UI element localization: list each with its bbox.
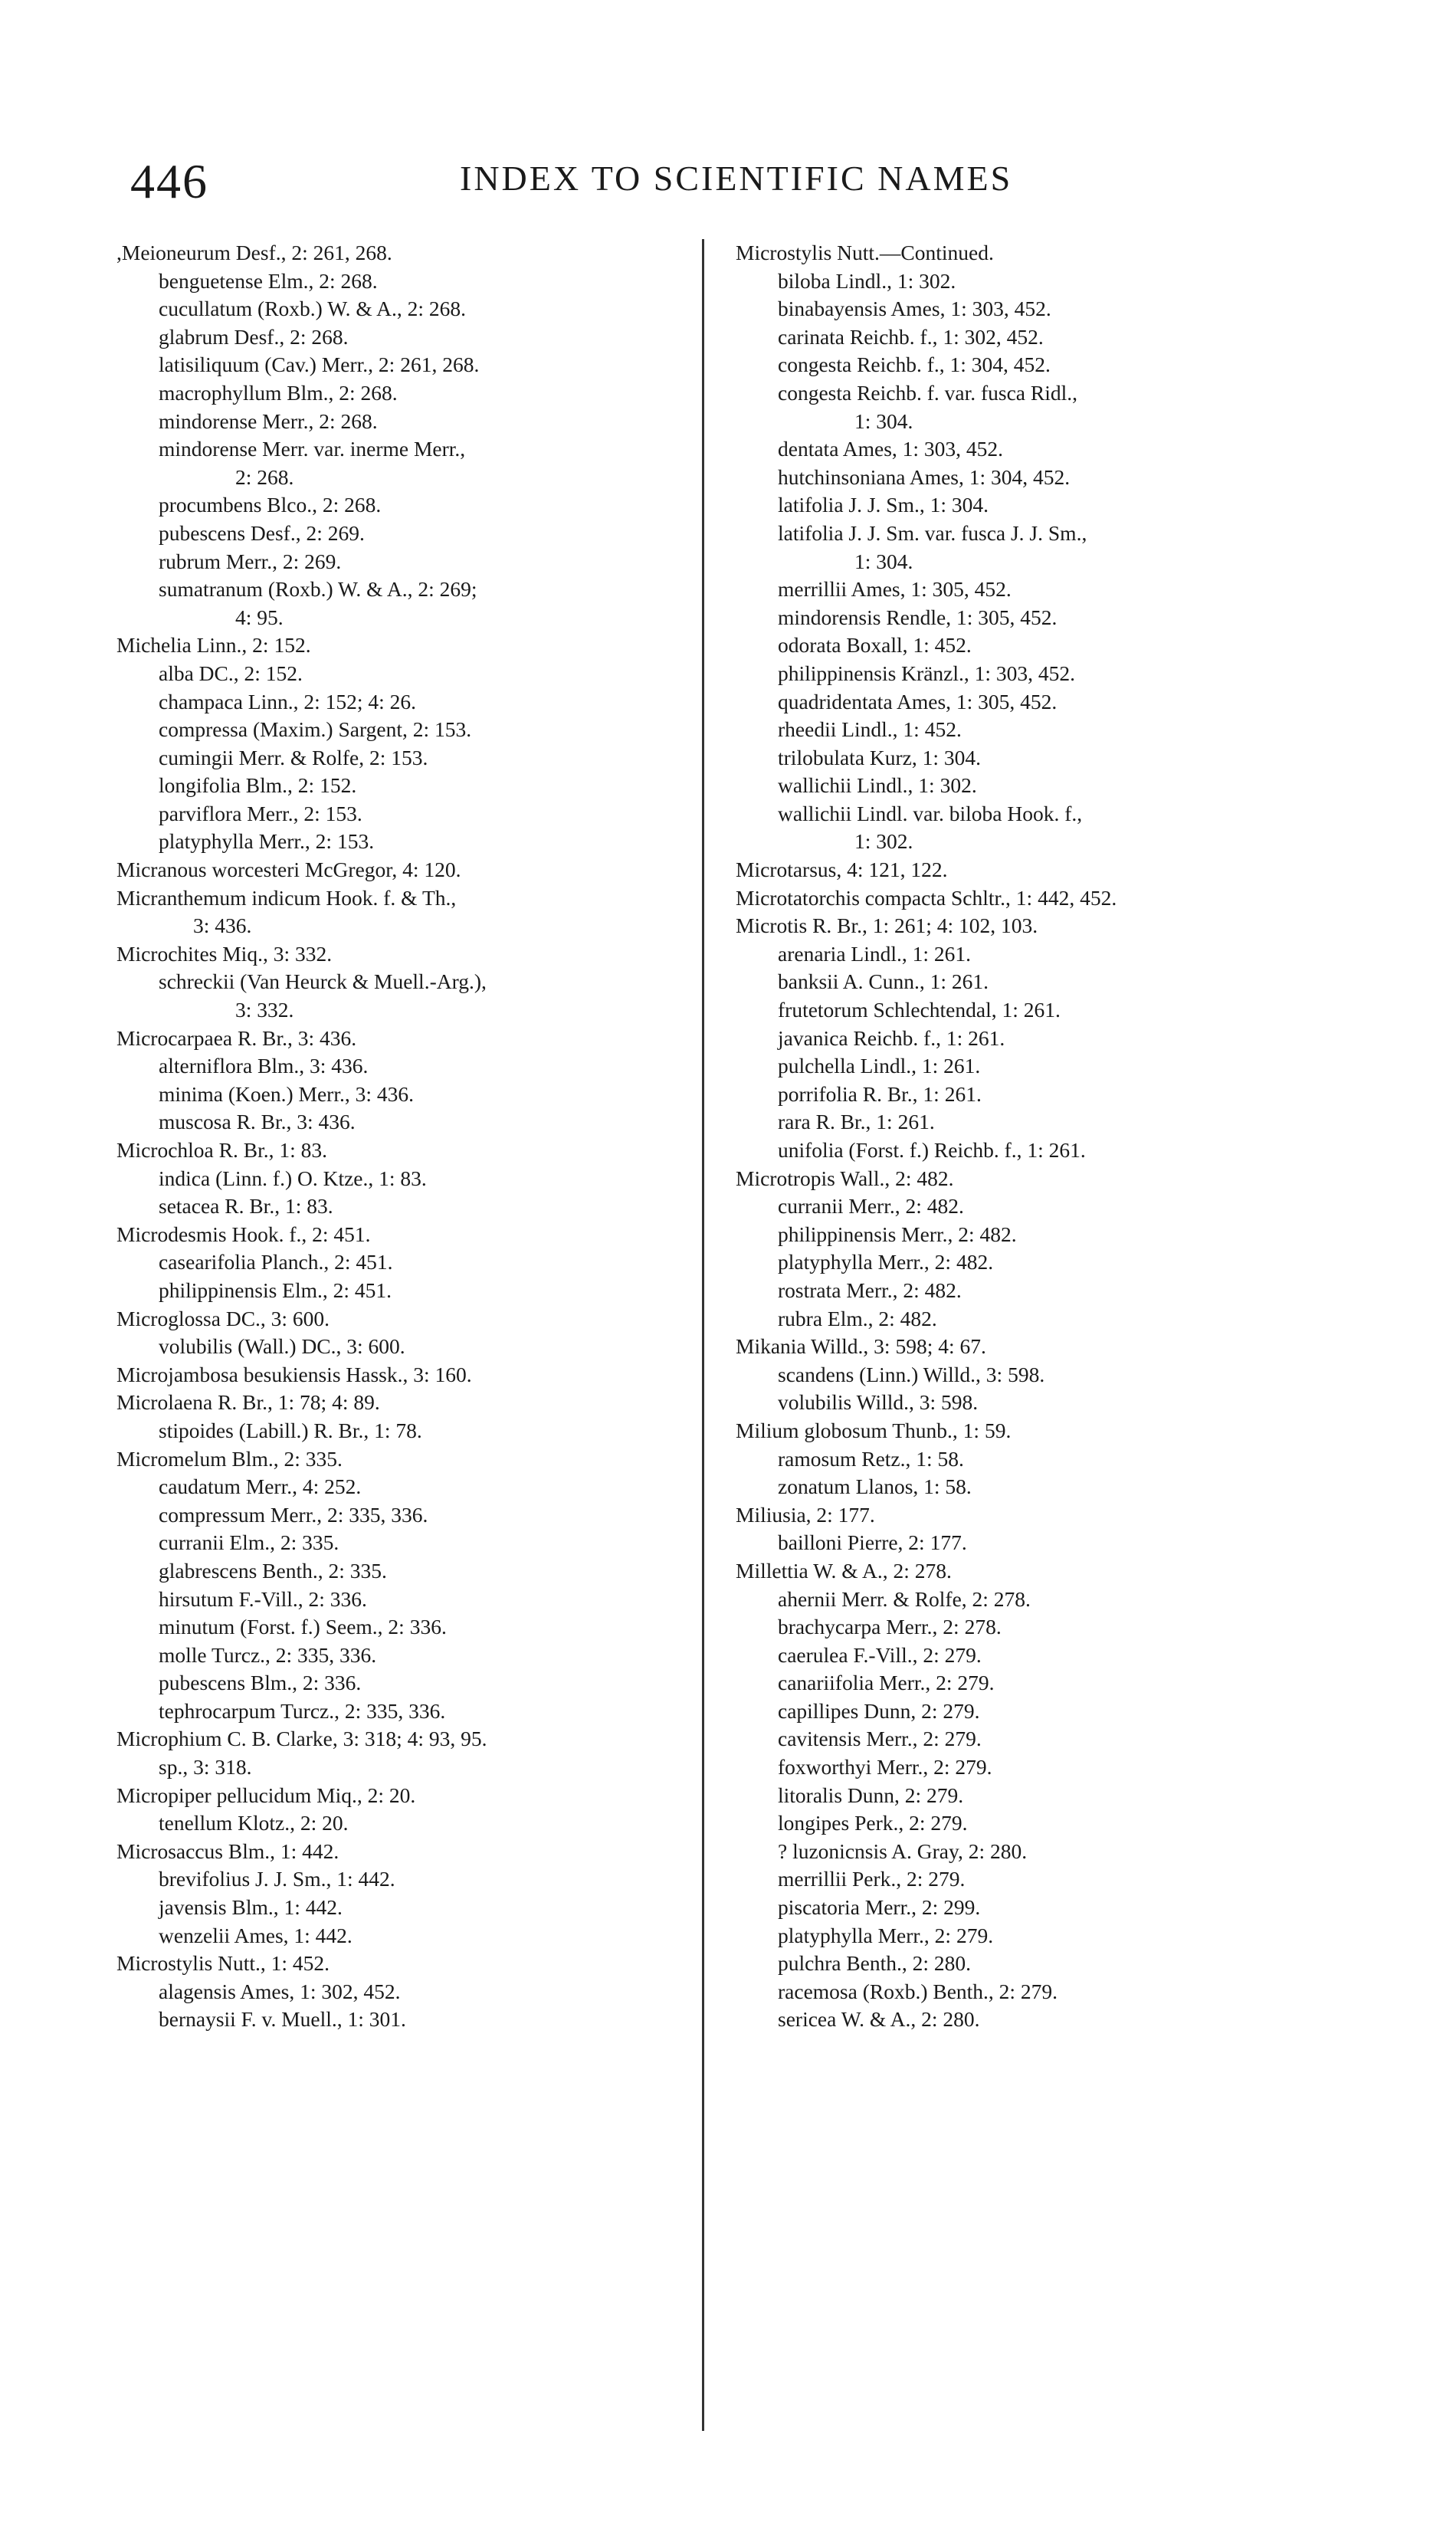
index-entry-species — [159, 1277, 730, 1305]
entry-text-line: glabrescens Benth., 2: 335. — [159, 1558, 387, 1583]
index-entry-species — [159, 435, 730, 491]
index-entry-genus — [736, 239, 1349, 267]
entry-text-line: Microstylis Nutt.—Continued. — [736, 241, 994, 264]
index-list-left — [116, 239, 730, 2034]
index-entry-species — [778, 1950, 1349, 1978]
entry-text-line: porrifolia R. Br., 1: 261. — [778, 1081, 982, 1106]
entry-text-line: odorata Boxall, 1: 452. — [778, 633, 972, 658]
index-entry-species — [778, 491, 1349, 520]
entry-text-line: bailloni Pierre, 2: 177. — [778, 1530, 967, 1555]
entry-text-line: Microlaena R. Br., 1: 78; 4: 89. — [116, 1390, 380, 1415]
entry-text-line: Miliusia, 2: 177. — [736, 1502, 875, 1527]
index-entry-species — [159, 491, 730, 520]
entry-text-line: rubra Elm., 2: 482. — [778, 1306, 937, 1330]
index-entry-species — [159, 1613, 730, 1642]
entry-text-line: rheedii Lindl., 1: 452. — [778, 717, 962, 742]
index-entry-species — [778, 1894, 1349, 1922]
entry-text-line: cumingii Merr. & Rolfe, 2: 153. — [159, 745, 428, 769]
entry-text-line: Micranthemum indicum Hook. f. & Th., — [116, 885, 457, 910]
index-entry-genus — [736, 1417, 1349, 1445]
entry-text-line: champaca Linn., 2: 152; 4: 26. — [159, 689, 417, 713]
index-entry-species — [159, 800, 730, 828]
entry-text-line: carinata Reichb. f., 1: 302, 452. — [778, 324, 1044, 349]
entry-text-line: brachycarpa Merr., 2: 278. — [778, 1615, 1002, 1639]
index-entry-species — [159, 1557, 730, 1586]
index-entry-species — [778, 604, 1349, 632]
index-entry-species — [159, 1333, 730, 1361]
index-entry-species — [778, 1642, 1349, 1670]
index-entry-species — [159, 1192, 730, 1221]
entry-text-line: indica (Linn. f.) O. Ktze., 1: 83. — [159, 1166, 427, 1190]
index-entry-genus — [736, 912, 1349, 940]
index-entry-species — [778, 2006, 1349, 2034]
entry-text-line: latifolia J. J. Sm. var. fusca J. J. Sm., — [778, 520, 1087, 545]
index-entry-species — [159, 379, 730, 408]
entry-text-line: platyphylla Merr., 2: 482. — [778, 1250, 994, 1274]
index-entry-species — [778, 351, 1349, 379]
entry-text-line: congesta Reichb. f. var. fusca Ridl., — [778, 380, 1078, 405]
index-entry-species — [778, 1669, 1349, 1697]
entry-text-line: muscosa R. Br., 3: 436. — [159, 1110, 356, 1134]
entry-text-line: binabayensis Ames, 1: 303, 452. — [778, 297, 1051, 321]
entry-text-line: molle Turcz., 2: 335, 336. — [159, 1642, 377, 1667]
index-entry-species — [159, 968, 730, 1024]
index-entry-species — [159, 1697, 730, 1726]
index-entry-genus — [116, 940, 730, 969]
index-entry-species — [778, 1081, 1349, 1109]
index-entry-species — [159, 1809, 730, 1838]
index-entry-species — [159, 1473, 730, 1501]
entry-text-line: philippinensis Kränzl., 1: 303, 452. — [778, 661, 1076, 685]
entry-text-line: ? luzonicnsis A. Gray, 2: 280. — [778, 1839, 1028, 1863]
entry-text-line: longipes Perk., 2: 279. — [778, 1811, 968, 1835]
entry-text-line: curranii Elm., 2: 335. — [159, 1530, 339, 1555]
entry-text-line: trilobulata Kurz, 1: 304. — [778, 745, 982, 769]
entry-text-line: mindorensis Rendle, 1: 305, 452. — [778, 605, 1058, 629]
index-entry-species — [778, 1221, 1349, 1249]
entry-text-line: procumbens Blco., 2: 268. — [159, 493, 382, 517]
entry-text-line: wenzelii Ames, 1: 442. — [159, 1923, 353, 1947]
entry-text-line: ramosum Retz., 1: 58. — [778, 1446, 964, 1471]
index-entry-genus — [736, 856, 1349, 884]
entry-text-line: Microjambosa besukiensis Hassk., 3: 160. — [116, 1362, 472, 1386]
index-entry-genus — [116, 1361, 730, 1389]
entry-text-line: parviflora Merr., 2: 153. — [159, 801, 362, 825]
index-entry-species — [778, 1529, 1349, 1557]
index-entry-species — [778, 1725, 1349, 1753]
entry-text-line: 1: 302. — [854, 829, 913, 854]
entry-text-line: sericea W. & A., 2: 280. — [778, 2007, 980, 2032]
index-entry-species — [778, 1389, 1349, 1417]
entry-text-line: Microchloa R. Br., 1: 83. — [116, 1138, 327, 1162]
entry-text-line: 3: 436. — [193, 914, 252, 938]
entry-text-line: merrillii Perk., 2: 279. — [778, 1867, 966, 1891]
index-entry-species — [778, 1865, 1349, 1894]
index-entry-genus — [116, 1221, 730, 1249]
index-entry-genus — [736, 1333, 1349, 1361]
entry-text-line: latifolia J. J. Sm., 1: 304. — [778, 493, 989, 517]
entry-text-line: ahernii Merr. & Rolfe, 2: 278. — [778, 1586, 1031, 1611]
entry-text-line: racemosa (Roxb.) Benth., 2: 279. — [778, 1979, 1058, 2003]
index-entry-species — [778, 1137, 1349, 1165]
index-entry-species — [159, 548, 730, 576]
index-entry-species — [778, 520, 1349, 576]
index-entry-genus — [116, 1725, 730, 1753]
entry-text-line: litoralis Dunn, 2: 279. — [778, 1783, 964, 1807]
index-entry-species — [159, 1248, 730, 1277]
index-entry-species — [159, 1501, 730, 1530]
entry-text-line: bernaysii F. v. Muell., 1: 301. — [159, 2007, 406, 2032]
entry-text-line: rara R. Br., 1: 261. — [778, 1110, 935, 1134]
index-entry-genus — [736, 1501, 1349, 1530]
index-entry-species — [778, 1052, 1349, 1081]
index-entry-genus — [116, 1445, 730, 1474]
index-entry-species — [778, 379, 1349, 435]
index-entry-species — [778, 1473, 1349, 1501]
entry-text-line: platyphylla Merr., 2: 153. — [159, 829, 375, 854]
entry-text-line: biloba Lindl., 1: 302. — [778, 268, 956, 293]
index-entry-genus — [116, 1838, 730, 1866]
index-entry-species — [159, 1669, 730, 1697]
entry-text-line: wallichii Lindl. var. biloba Hook. f., — [778, 801, 1083, 825]
entry-text-line: rubrum Merr., 2: 269. — [159, 549, 342, 573]
index-entry-species — [159, 1165, 730, 1193]
index-entry-species — [159, 1081, 730, 1109]
index-entry-species — [778, 1108, 1349, 1137]
index-entry-species — [159, 351, 730, 379]
entry-text-line: Microcarpaea R. Br., 3: 436. — [116, 1025, 357, 1050]
index-entry-species — [159, 267, 730, 296]
entry-text-line: compressa (Maxim.) Sargent, 2: 153. — [159, 717, 472, 742]
index-entry-genus — [736, 884, 1349, 913]
index-entry-species — [778, 323, 1349, 352]
index-entry-species — [778, 660, 1349, 688]
entry-text-line: philippinensis Merr., 2: 482. — [778, 1222, 1017, 1246]
index-entry-species — [778, 688, 1349, 717]
index-entry-species — [159, 1586, 730, 1614]
index-column-right — [736, 239, 1349, 2034]
entry-text-line: sumatranum (Roxb.) W. & A., 2: 269; — [159, 577, 477, 602]
entry-text-line: scandens (Linn.) Willd., 3: 598. — [778, 1362, 1045, 1386]
index-entry-species — [778, 464, 1349, 492]
index-entry-species — [778, 1586, 1349, 1614]
entry-text-line: pubescens Blm., 2: 336. — [159, 1671, 362, 1695]
entry-text-line: sp., 3: 318. — [159, 1755, 252, 1779]
entry-text-line: Mikania Willd., 3: 598; 4: 67. — [736, 1334, 986, 1359]
index-entry-species — [778, 716, 1349, 744]
entry-text-line: 1: 304. — [854, 408, 913, 433]
entry-text-line: frutetorum Schlechtendal, 1: 261. — [778, 998, 1061, 1022]
index-entry-species — [159, 716, 730, 744]
entry-text-line: ,Meioneurum Desf., 2: 261, 268. — [116, 241, 392, 264]
entry-text-line: foxworthyi Merr., 2: 279. — [778, 1755, 992, 1779]
entry-text-line: hirsutum F.-Vill., 2: 336. — [159, 1586, 367, 1611]
entry-text-line: pulchella Lindl., 1: 261. — [778, 1054, 981, 1078]
entry-text-line: stipoides (Labill.) R. Br., 1: 78. — [159, 1418, 422, 1442]
entry-text-line: glabrum Desf., 2: 268. — [159, 324, 349, 349]
entry-text-line: minutum (Forst. f.) Seem., 2: 336. — [159, 1615, 447, 1639]
entry-text-line: Michelia Linn., 2: 152. — [116, 633, 311, 658]
entry-text-line: wallichii Lindl., 1: 302. — [778, 773, 977, 798]
index-entry-species — [778, 435, 1349, 464]
entry-text-line: merrillii Ames, 1: 305, 452. — [778, 577, 1012, 602]
index-entry-species — [159, 1417, 730, 1445]
entry-text-line: Microglossa DC., 3: 600. — [116, 1306, 330, 1330]
entry-text-line: philippinensis Elm., 2: 451. — [159, 1278, 392, 1302]
index-entry-species — [778, 631, 1349, 660]
index-entry-species — [159, 2006, 730, 2034]
entry-text-line: 4: 95. — [235, 605, 284, 629]
entry-text-line: alagensis Ames, 1: 302, 452. — [159, 1979, 401, 2003]
entry-text-line: Microsaccus Blm., 1: 442. — [116, 1839, 339, 1863]
entry-text-line: volubilis Willd., 3: 598. — [778, 1390, 979, 1415]
entry-text-line: canariifolia Merr., 2: 279. — [778, 1671, 995, 1695]
index-entry-species — [778, 940, 1349, 969]
entry-text-line: Microstylis Nutt., 1: 452. — [116, 1951, 330, 1976]
entry-text-line: piscatoria Merr., 2: 299. — [778, 1895, 981, 1920]
index-entry-species — [778, 744, 1349, 772]
index-entry-species — [159, 1529, 730, 1557]
index-entry-species — [159, 1108, 730, 1137]
index-entry-species — [778, 1445, 1349, 1474]
entry-text-line: capillipes Dunn, 2: 279. — [778, 1698, 980, 1723]
index-entry-species — [778, 1838, 1349, 1866]
index-entry-species — [778, 968, 1349, 996]
index-entry-genus — [116, 1782, 730, 1810]
index-entry-species — [778, 996, 1349, 1025]
index-entry-species — [159, 828, 730, 856]
index-entry-species — [159, 295, 730, 323]
entry-text-line: Microtarsus, 4: 121, 122. — [736, 858, 948, 882]
entry-text-line: 3: 332. — [235, 998, 294, 1022]
index-column-left — [116, 239, 730, 2034]
entry-text-line: Microdesmis Hook. f., 2: 451. — [116, 1222, 371, 1246]
entry-text-line: pulchra Benth., 2: 280. — [778, 1951, 972, 1976]
index-entry-species — [159, 1894, 730, 1922]
index-entry-species — [159, 772, 730, 800]
index-entry-genus — [736, 1165, 1349, 1193]
entry-text-line: 2: 268. — [235, 464, 294, 489]
entry-text-line: Millettia W. & A., 2: 278. — [736, 1558, 952, 1583]
entry-text-line: Microchites Miq., 3: 332. — [116, 941, 333, 966]
entry-text-line: quadridentata Ames, 1: 305, 452. — [778, 689, 1058, 713]
entry-text-line: Micromelum Blm., 2: 335. — [116, 1446, 343, 1471]
entry-text-line: mindorense Merr., 2: 268. — [159, 408, 378, 433]
index-entry-species — [778, 1978, 1349, 2006]
index-entry-species — [159, 323, 730, 352]
entry-text-line: alba DC., 2: 152. — [159, 661, 303, 685]
entry-text-line: platyphylla Merr., 2: 279. — [778, 1923, 994, 1947]
entry-text-line: schreckii (Van Heurck & Muell.-Arg.), — [159, 969, 487, 994]
index-entry-genus — [116, 856, 730, 884]
entry-text-line: curranii Merr., 2: 482. — [778, 1194, 964, 1219]
index-entry-species — [159, 688, 730, 717]
entry-text-line: latisiliquum (Cav.) Merr., 2: 261, 268. — [159, 353, 480, 377]
index-entry-species — [778, 772, 1349, 800]
index-entry-species — [778, 1361, 1349, 1389]
entry-text-line: setacea R. Br., 1: 83. — [159, 1194, 333, 1219]
entry-text-line: Milium globosum Thunb., 1: 59. — [736, 1418, 1012, 1442]
index-list-right — [736, 239, 1349, 2034]
index-entry-species — [159, 1753, 730, 1782]
index-entry-species — [778, 1697, 1349, 1726]
entry-text-line: Microphium C. B. Clarke, 3: 318; 4: 93, 95. — [116, 1727, 487, 1751]
entry-text-line: tenellum Klotz., 2: 20. — [159, 1811, 349, 1835]
index-entry-genus — [116, 1137, 730, 1165]
entry-text-line: longifolia Blm., 2: 152. — [159, 773, 357, 798]
column-divider — [702, 239, 704, 2431]
index-entry-species — [778, 1192, 1349, 1221]
index-entry-species — [778, 576, 1349, 604]
index-entry-genus — [116, 1389, 730, 1417]
index-entry-species — [159, 520, 730, 548]
entry-text-line: minima (Koen.) Merr., 3: 436. — [159, 1081, 414, 1106]
index-entry-genus — [116, 631, 730, 660]
entry-text-line: caudatum Merr., 4: 252. — [159, 1474, 362, 1499]
index-entry-genus — [116, 1950, 730, 1978]
index-entry-species — [778, 1809, 1349, 1838]
entry-text-line: cavitensis Merr., 2: 279. — [778, 1727, 982, 1751]
index-entry-species — [778, 295, 1349, 323]
index-entry-species — [778, 1025, 1349, 1053]
index-entry-species — [159, 1978, 730, 2006]
entry-text-line: volubilis (Wall.) DC., 3: 600. — [159, 1334, 405, 1359]
index-entry-species — [778, 1277, 1349, 1305]
index-entry-species — [778, 800, 1349, 856]
index-entry-species — [159, 1642, 730, 1670]
page-header — [130, 153, 1372, 222]
index-entry-species — [159, 576, 730, 631]
index-entry-species — [778, 1922, 1349, 1950]
entry-text-line: dentata Ames, 1: 303, 452. — [778, 437, 1004, 461]
entry-text-line: Microtropis Wall., 2: 482. — [736, 1166, 954, 1190]
entry-text-line: banksii A. Cunn., 1: 261. — [778, 969, 989, 994]
entry-text-line: casearifolia Planch., 2: 451. — [159, 1250, 393, 1274]
index-entry-species — [778, 267, 1349, 296]
entry-text-line: pubescens Desf., 2: 269. — [159, 520, 365, 545]
page-number: 446 — [130, 154, 208, 208]
entry-text-line: caerulea F.-Vill., 2: 279. — [778, 1642, 982, 1667]
index-entry-genus — [116, 1025, 730, 1053]
index-entry-species — [778, 1248, 1349, 1277]
entry-text-line: congesta Reichb. f., 1: 304, 452. — [778, 353, 1051, 377]
entry-text-line: javanica Reichb. f., 1: 261. — [778, 1025, 1005, 1050]
index-entry-genus — [116, 1305, 730, 1333]
entry-text-line: Microtatorchis compacta Schltr., 1: 442, 452. — [736, 885, 1117, 910]
entry-text-line: cucullatum (Roxb.) W. & A., 2: 268. — [159, 297, 467, 321]
entry-text-line: hutchinsoniana Ames, 1: 304, 452. — [778, 464, 1071, 489]
index-entry-species — [778, 1613, 1349, 1642]
running-title: INDEX TO SCIENTIFIC NAMES — [460, 159, 1013, 198]
entry-text-line: compressum Merr., 2: 335, 336. — [159, 1502, 428, 1527]
index-entry-genus — [736, 1557, 1349, 1586]
entry-text-line: benguetense Elm., 2: 268. — [159, 268, 378, 293]
entry-text-line: unifolia (Forst. f.) Reichb. f., 1: 261. — [778, 1138, 1086, 1162]
entry-text-line: mindorense Merr. var. inerme Merr., — [159, 437, 466, 461]
entry-text-line: rostrata Merr., 2: 482. — [778, 1278, 962, 1302]
entry-text-line: alterniflora Blm., 3: 436. — [159, 1054, 369, 1078]
index-entry-species — [778, 1753, 1349, 1782]
index-entry-species — [159, 744, 730, 772]
entry-text-line: Microtis R. Br., 1: 261; 4: 102, 103. — [736, 914, 1038, 938]
index-entry-species — [159, 1052, 730, 1081]
entry-text-line: 1: 304. — [854, 549, 913, 573]
index-entry-species — [159, 408, 730, 436]
entry-text-line: zonatum Llanos, 1: 58. — [778, 1474, 972, 1499]
entry-text-line: arenaria Lindl., 1: 261. — [778, 941, 971, 966]
entry-text-line: brevifolius J. J. Sm., 1: 442. — [159, 1867, 395, 1891]
entry-text-line: Micranous worcesteri McGregor, 4: 120. — [116, 858, 461, 882]
index-entry-species — [778, 1782, 1349, 1810]
index-entry-genus — [116, 239, 730, 267]
index-entry-species — [159, 660, 730, 688]
index-entry-species — [159, 1922, 730, 1950]
index-entry-species — [159, 1865, 730, 1894]
index-entry-species — [778, 1305, 1349, 1333]
entry-text-line: Micropiper pellucidum Miq., 2: 20. — [116, 1783, 416, 1807]
index-entry-genus — [116, 884, 730, 940]
entry-text-line: macrophyllum Blm., 2: 268. — [159, 380, 398, 405]
entry-text-line: tephrocarpum Turcz., 2: 335, 336. — [159, 1698, 446, 1723]
entry-text-line: javensis Blm., 1: 442. — [159, 1895, 343, 1920]
